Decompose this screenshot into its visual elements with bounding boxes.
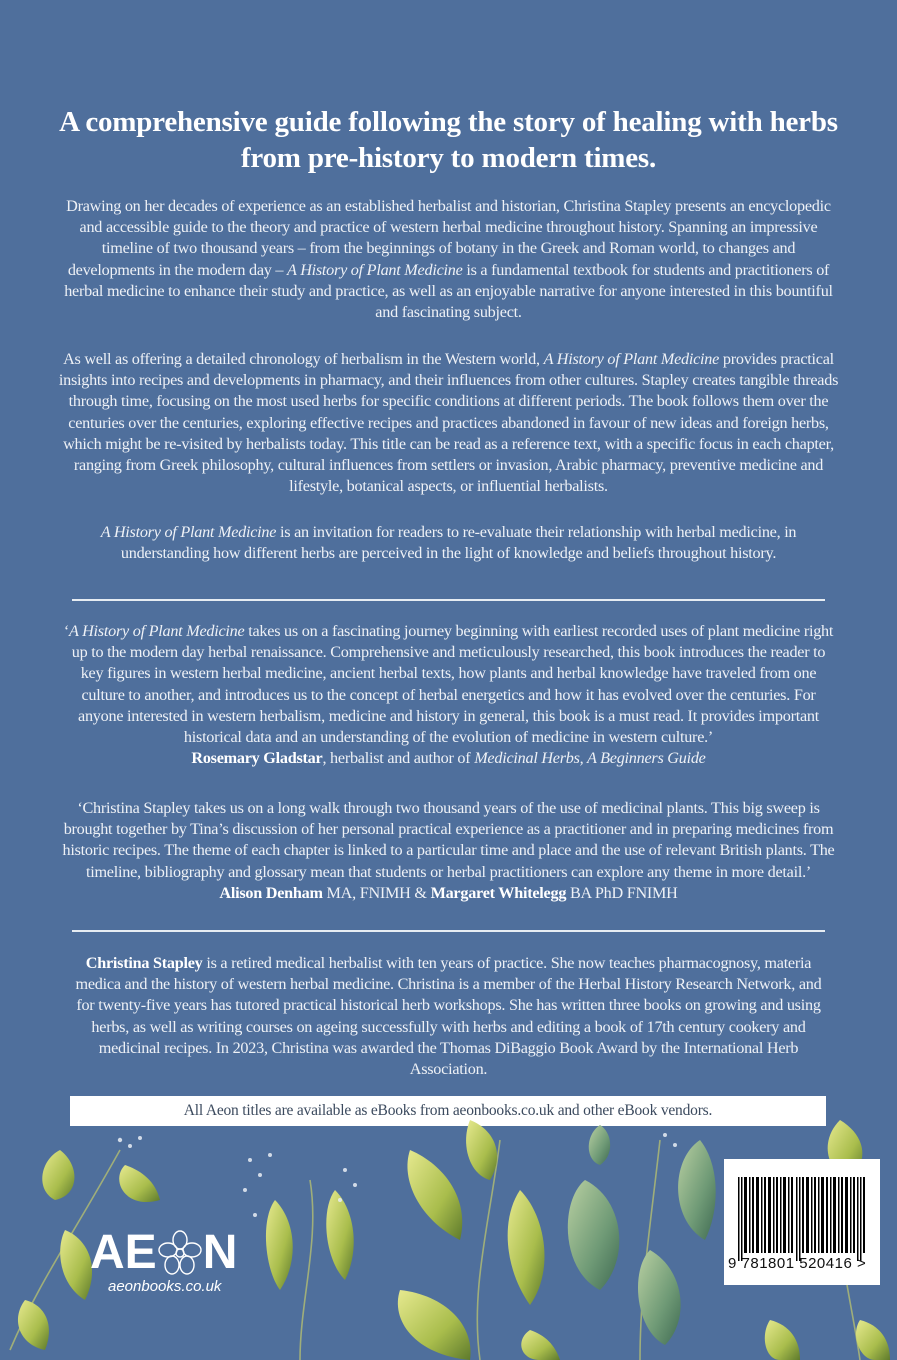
publisher-logo [90,1228,240,1298]
logo-letters-ae: AE [90,1226,157,1279]
barcode-icon [738,1177,866,1261]
text-segment: MA, FNIMH & [322,883,431,902]
text-segment: Medicinal Herbs, A Beginners Guide [474,749,706,768]
isbn-number: 9 781801 520416 > [728,1255,867,1272]
text-segment: is an invitation for readers to re-evaluate their relationship with herbal medicine, in understanding how different herbs are perceived in the light of knowledge and beliefs throughout history. [120,523,797,563]
text-segment: A History of Plant Medicine [68,622,245,640]
flower-icon [157,1232,203,1272]
text-segment: A History of Plant Medicine [287,260,463,279]
description-paragraph-2 [56,349,841,497]
headline: A comprehensive guide following the story of healing with herbs from pre-history to modern times. [59,106,838,174]
publisher-url: aeonbooks.co.uk [108,1278,222,1295]
text-segment: Christina Stapley [85,954,203,972]
text-segment: ‘Christina Stapley takes us on a long walk through two thousand years of the use of medicinal plants. This big sweep is brought together by Tina’s discussion of her personal practical experience as a practitioner and in preparing medicines from historic recipes. The theme of each chapter is linked to a particular time and place and the use of relevant British plants. The timeline, bibliography and glossary mean that students or herbal practitioners can explore any theme in more detail.’ [62,799,835,881]
divider [72,930,825,932]
endorsement-2 [62,798,835,904]
author-bio [66,953,831,1080]
divider [72,599,825,601]
description-paragraph-1 [62,196,835,323]
logo-letter-n: N [202,1226,238,1279]
endorsement-quote [62,798,835,883]
text-segment: is a retired medical herbalist with ten years of practice. She now teaches pharmacognosy, materia medica and the history of western herbal medicine. Christina is a member of the Herbal History Research Network, and for twenty-five years has tutored practical historical herb workshops. She has written three books on growing and using herbs, as well as writing courses on ageing successfully with herbs and editing a book of 17th century cookery and medicinal recipes. In 2023, Christina was awarded the Thomas DiBaggio Book Award by the International Herb Association. [75,954,822,1079]
text-segment: takes us on a fascinating journey beginning with earliest recorded uses of plant medicine right up to the modern day herbal renaissance. Comprehensive and meticulously researched, this book introduces the reader to key figures in western herbal medicine, ancient herbal texts, how plants and herbal knowledge have traveled from one culture to another, and introduces us to the concept of herbal energetics and how it has evolved over the centuries. For anyone interested in western herbalism, medicine and history in general, this book is a must read. It provides important historical data and an understanding of the evolution of medicine in western culture.’ [71,622,834,747]
text-segment: As well as offering a detailed chronology of herbalism in the Western world, [63,350,544,368]
text-segment: A History of Plant Medicine [543,350,720,368]
isbn-barcode [724,1159,880,1285]
text-segment: Margaret Whitelegg [430,883,567,902]
text-segment: Alison Denham [219,883,323,902]
text-segment: BA PhD FNIMH [566,883,678,902]
endorsement-attribution [62,748,835,769]
text-segment: ‘ [63,622,69,640]
text-segment: is a fundamental textbook for students and practitioners of herbal medicine to enhance their study and practice, as well as an enjoyable narrative for anyone interested in this bountiful and fascinating subject. [64,260,833,322]
text-segment: provides practical insights into recipes and developments in pharmacy, and their influences from other cultures. Stapley creates tangible threads through time, focusing on the most used herbs for specific conditions at different periods. The book follows them over the centuries over the centuries, exploring effective recipes and practices abandoned in favour of new ideas and foreign herbs, which might be re-visited by herbalists today. This title can be read as a reference text, with a specific focus in each chapter, ranging from Greek philosophy, cultural influences from settlers or invasion, Arabic pharmacy, preventive medicine and lifestyle, botanical aspects, or influential herbalists. [58,350,839,496]
text-segment: , herbalist and author of [322,749,475,768]
endorsement-attribution [62,883,835,904]
description-paragraph-3 [62,522,835,564]
text-segment: A History of Plant Medicine [100,523,277,541]
text-segment: Rosemary Gladstar [191,749,323,768]
endorsement-1 [62,621,835,769]
publisher-logo-text [90,1228,237,1278]
ebook-availability-banner: All Aeon titles are available as eBooks from aeonbooks.co.uk and other eBook vendors. [70,1096,826,1126]
endorsement-quote [62,621,835,748]
text-segment: Drawing on her decades of experience as an established herbalist and historian, Christina Stapley presents an encyclopedic and accessible guide to the theory and practice of western herbal medicine throughout history. Spanning an impressive timeline of two thousand years – from the beginnings of botany in the Greek and Roman world, to changes and developments in the modern day – [66,197,831,279]
